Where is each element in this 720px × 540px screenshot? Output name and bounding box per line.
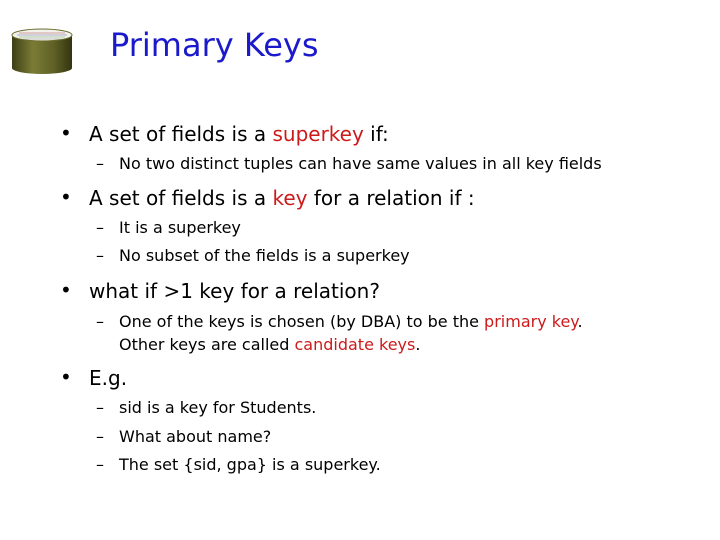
term-candidate-keys: candidate keys bbox=[294, 335, 416, 354]
dash-icon: – bbox=[96, 154, 104, 173]
text: One of the keys is chosen (by DBA) to be the bbox=[119, 312, 485, 331]
dash-icon: – bbox=[96, 312, 104, 331]
slide-title: Primary Keys bbox=[110, 26, 319, 64]
dash-icon: – bbox=[96, 398, 104, 417]
bullet-icon: • bbox=[60, 278, 72, 302]
bullet-icon: • bbox=[60, 185, 72, 209]
term-primary-key: primary key bbox=[484, 312, 578, 331]
text: No subset of the fields is a superkey bbox=[119, 246, 410, 265]
text: No two distinct tuples can have same values in all key fields bbox=[119, 154, 602, 173]
text: . bbox=[415, 335, 421, 354]
bullet-icon: • bbox=[60, 365, 72, 389]
term-superkey: superkey bbox=[272, 122, 364, 146]
text: for a relation if : bbox=[307, 186, 475, 210]
dash-icon: – bbox=[96, 246, 104, 265]
dash-icon: – bbox=[96, 427, 104, 446]
text: what if >1 key for a relation? bbox=[89, 279, 380, 303]
bullet-icon: • bbox=[60, 121, 72, 145]
text: sid is a key for Students. bbox=[119, 398, 317, 417]
text: if: bbox=[363, 122, 389, 146]
text: A set of fields is a bbox=[89, 122, 273, 146]
text: The set {sid, gpa} is a superkey. bbox=[119, 455, 381, 474]
dash-icon: – bbox=[96, 455, 104, 474]
text: A set of fields is a bbox=[89, 186, 273, 210]
text: What about name? bbox=[119, 427, 272, 446]
text: . bbox=[577, 312, 583, 331]
text: Other keys are called bbox=[119, 335, 295, 354]
dash-icon: – bbox=[96, 218, 104, 237]
text: E.g. bbox=[89, 366, 128, 390]
text: It is a superkey bbox=[119, 218, 241, 237]
database-cylinder-logo bbox=[10, 27, 74, 81]
term-key: key bbox=[272, 186, 308, 210]
